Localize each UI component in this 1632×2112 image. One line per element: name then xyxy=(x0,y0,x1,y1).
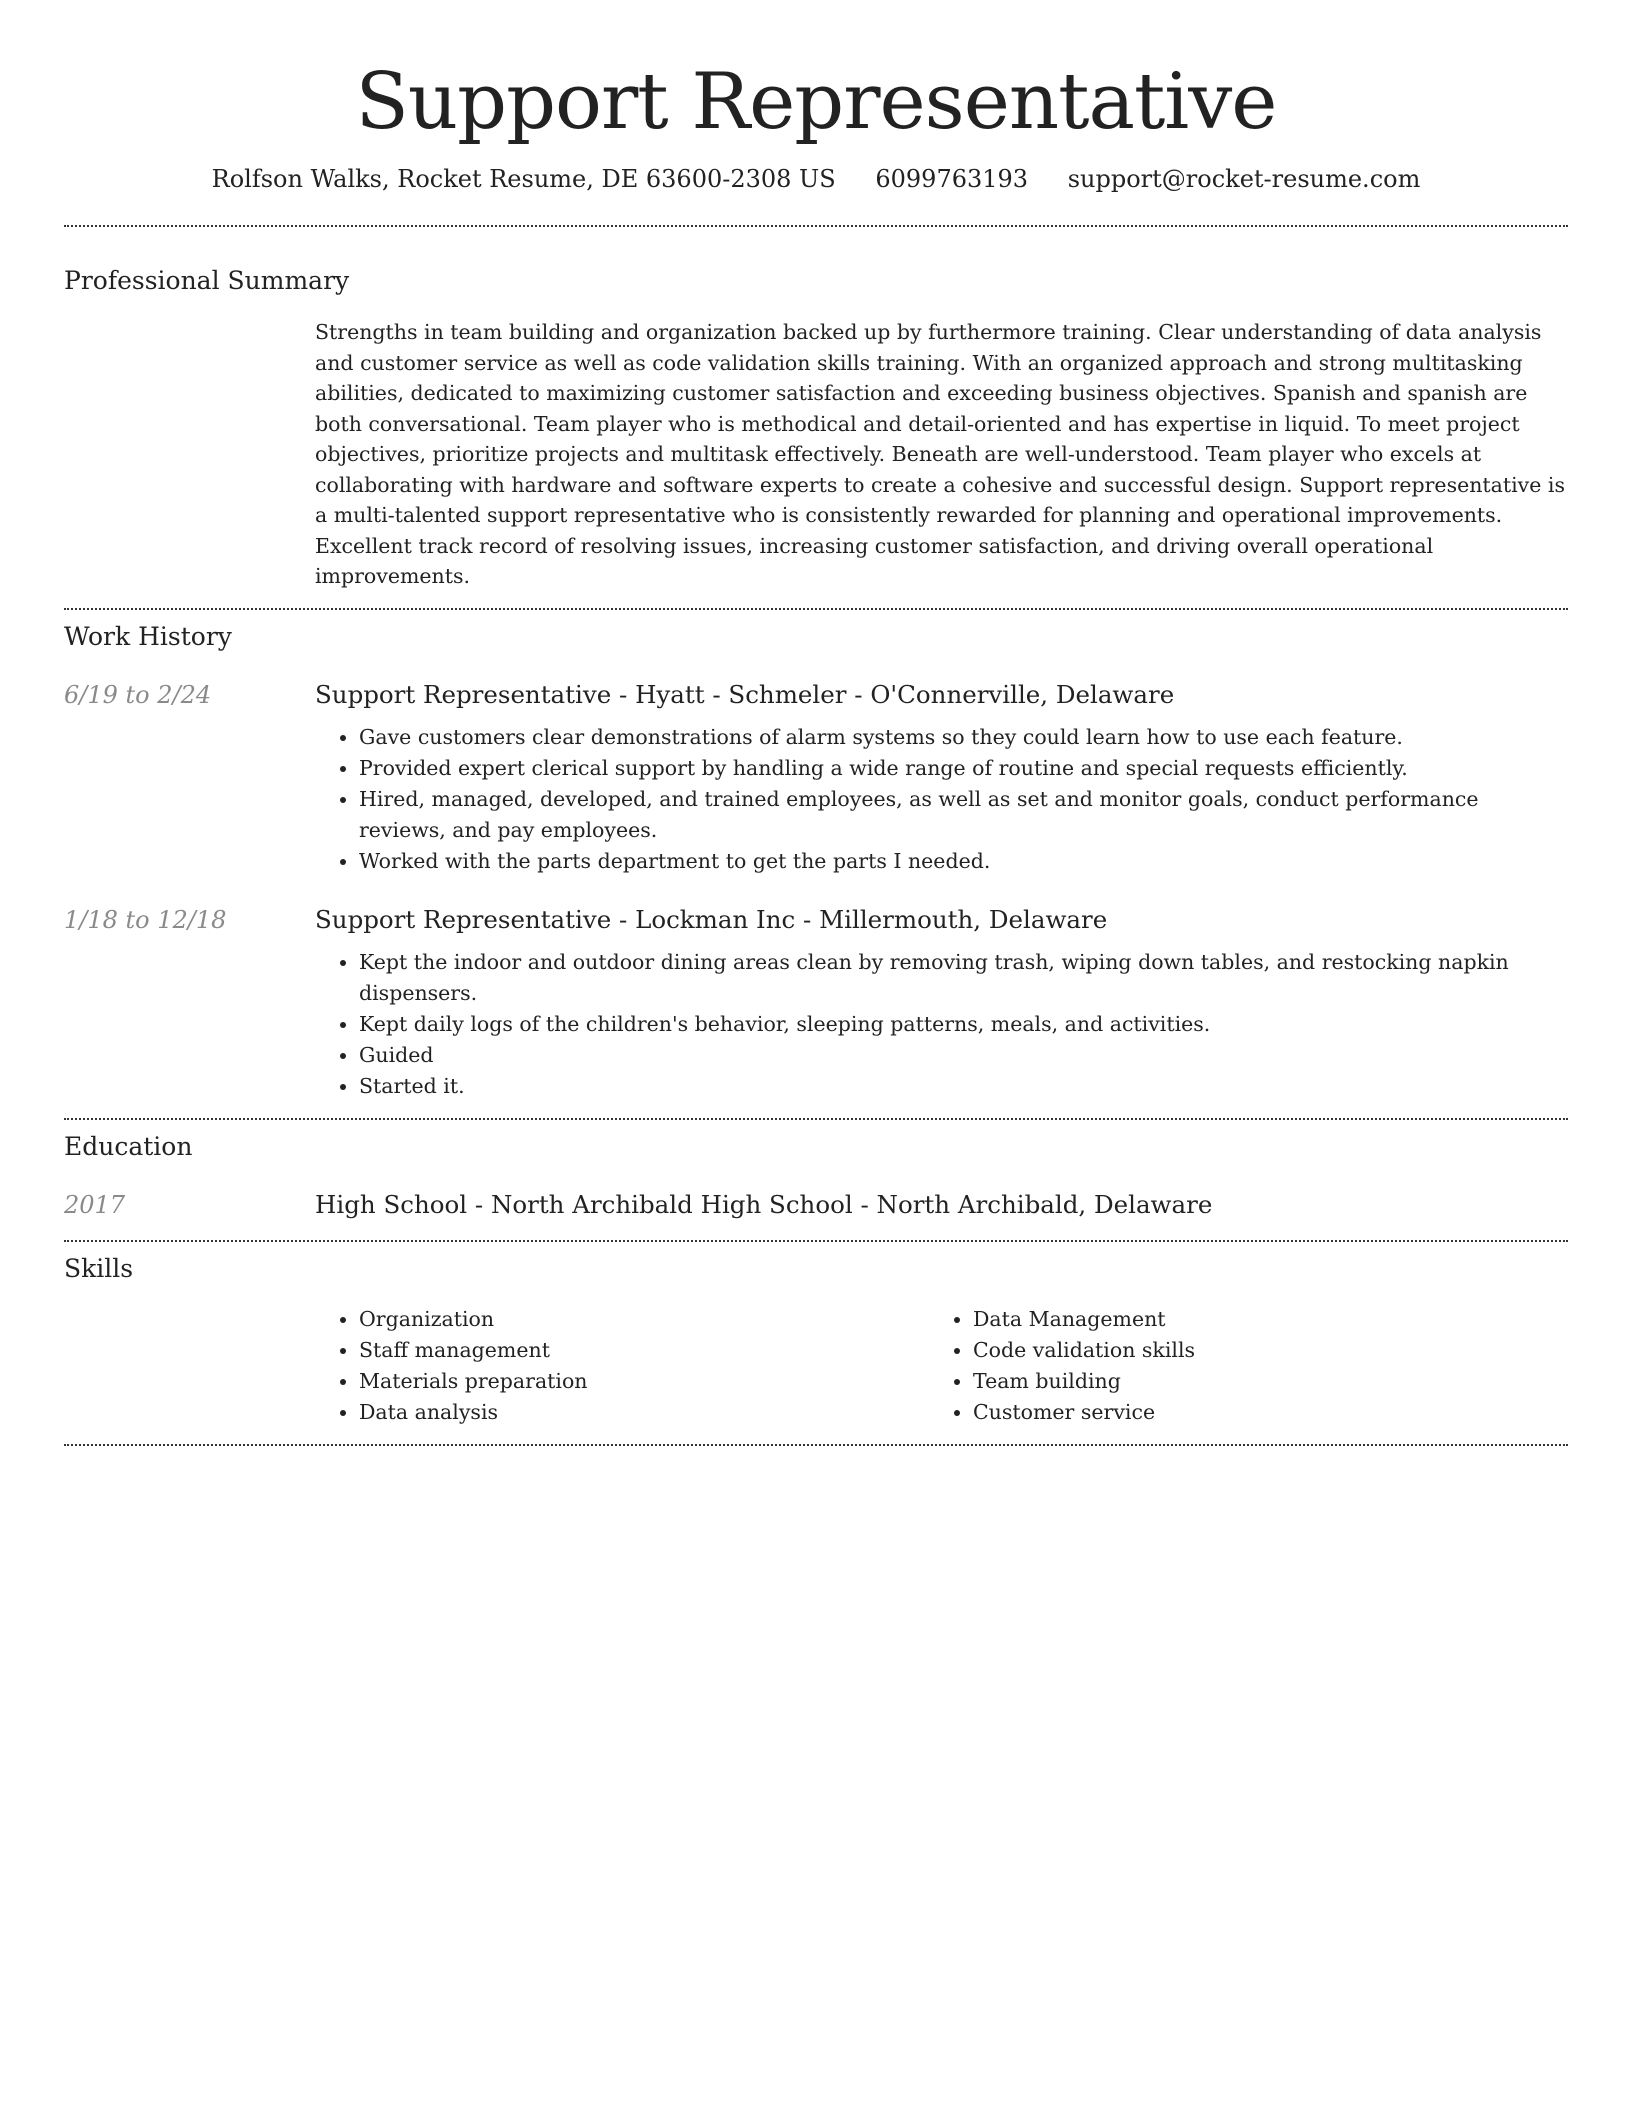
job-location: O'Connerville, Delaware xyxy=(870,679,1175,709)
job-company: Lockman Inc xyxy=(635,904,796,934)
summary-text: Strengths in team building and organization backed up by furthermore training. Clear understanding of data analysis and customer service as well as code validation skills training. With an organized approach and strong multitasking abilities, dedicated to maximizing customer satisfaction and exceeding business objectives. Spanish and spanish are both conversational. Team player who is methodical and detail-oriented and has expertise in liquid. To meet project objectives, prioritize projects and multitask effectively. Beneath are well-understood. Team player who excels at collaborating with hardware and software experts to create a cohesive and successful design. Support representative is a multi-talented support representative who is consistently rewarded for planning and operational improvements. Excellent track record of resolving issues, increasing customer satisfaction, and driving overall operational improvements. xyxy=(315,320,1565,588)
job-role: Support Representative xyxy=(315,679,612,709)
summary-title: Professional Summary xyxy=(64,266,350,295)
job-entry xyxy=(64,678,1568,877)
job-separator: - xyxy=(846,679,871,709)
job-company: Hyatt - Schmeler xyxy=(635,679,847,709)
education-separator: - xyxy=(467,1189,491,1219)
skill-item: • Customer service xyxy=(973,1397,1543,1428)
skills-columns xyxy=(315,1304,1568,1428)
job-location: Millermouth, Delaware xyxy=(819,904,1108,934)
skill-item: • Materials preparation xyxy=(359,1366,929,1397)
job-separator: - xyxy=(611,904,636,934)
skills-list-left xyxy=(315,1304,929,1428)
job-entry xyxy=(64,903,1568,1102)
job-role: Support Representative xyxy=(315,904,612,934)
contact-email: support@rocket-resume.com xyxy=(1067,165,1421,193)
resume-name: Support Representative xyxy=(355,57,1277,147)
job-body xyxy=(315,903,1568,1102)
education-location: North Archibald, Delaware xyxy=(876,1189,1213,1219)
summary-divider xyxy=(64,608,1568,610)
job-body xyxy=(315,678,1568,877)
list-item: • Hired, managed, developed, and trained employees, as well as set and monitor goals, conduct performance reviews, and pay employees. xyxy=(359,784,1568,846)
skills-divider xyxy=(64,1444,1568,1446)
skill-item: • Code validation skills xyxy=(973,1335,1543,1366)
contact-phone: 6099763193 xyxy=(875,165,1029,193)
education-separator: - xyxy=(852,1189,877,1219)
resume-page xyxy=(64,0,1568,1446)
education-degree: High School xyxy=(315,1189,468,1219)
list-item: • Kept the indoor and outdoor dining areas clean by removing trash, wiping down tables, and restocking napkin dispensers. xyxy=(359,947,1568,1009)
job-dates: 6/19 to 2/24 xyxy=(64,680,212,709)
job-heading xyxy=(315,903,1568,937)
skill-item: • Staff management xyxy=(359,1335,929,1366)
skill-item: • Data analysis xyxy=(359,1397,929,1428)
work-history-title: Work History xyxy=(64,621,232,651)
education-year: 2017 xyxy=(64,1190,126,1219)
education-body xyxy=(315,1188,1568,1222)
education-divider xyxy=(64,1240,1568,1242)
list-item: • Kept daily logs of the children's behavior, sleeping patterns, meals, and activities. xyxy=(359,1009,1568,1040)
skill-item: • Data Management xyxy=(973,1304,1543,1335)
education-title: Education xyxy=(64,1131,193,1161)
education-heading xyxy=(315,1188,1568,1222)
skills-title: Skills xyxy=(64,1253,134,1283)
contact-address: Rolfson Walks, Rocket Resume, DE 63600-2308 US xyxy=(211,165,836,193)
job-bullets xyxy=(315,947,1568,1102)
header-divider xyxy=(64,225,1568,227)
education-school: North Archibald High School xyxy=(490,1189,853,1219)
list-item: • Guided xyxy=(359,1040,1568,1071)
job-bullets xyxy=(315,722,1568,877)
list-item: • Worked with the parts department to get the parts I needed. xyxy=(359,846,1568,877)
education-entry xyxy=(64,1188,1568,1222)
list-item: • Gave customers clear demonstrations of alarm systems so they could learn how to use each feature. xyxy=(359,722,1568,753)
list-item: • Provided expert clerical support by handling a wide range of routine and special requests efficiently. xyxy=(359,753,1568,784)
skill-item: • Organization xyxy=(359,1304,929,1335)
job-separator: - xyxy=(795,904,820,934)
work-divider xyxy=(64,1118,1568,1120)
skill-item: • Team building xyxy=(973,1366,1543,1397)
skills-list-right xyxy=(929,1304,1543,1428)
contact-line xyxy=(64,162,1568,196)
job-separator: - xyxy=(611,679,636,709)
job-heading xyxy=(315,678,1568,712)
job-dates: 1/18 to 12/18 xyxy=(64,905,227,934)
list-item: • Started it. xyxy=(359,1071,1568,1102)
